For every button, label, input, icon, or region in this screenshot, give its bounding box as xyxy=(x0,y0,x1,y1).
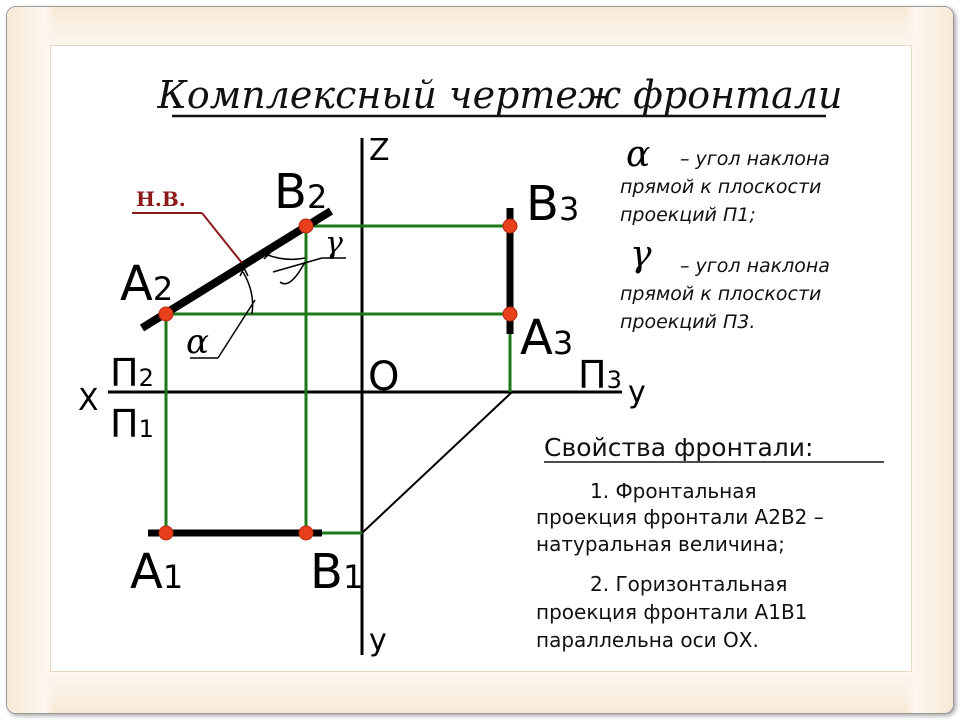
y-axis-right-label: y xyxy=(628,375,646,410)
nv-label: Н.В. xyxy=(136,187,186,211)
properties-heading: Свойства фронтали: xyxy=(544,433,814,462)
b3-label: B3 xyxy=(526,176,580,232)
z-axis-label: Z xyxy=(369,133,390,168)
legend-gamma-line-1: – угол наклона xyxy=(680,255,830,277)
legend-alpha-line-1: – угол наклона xyxy=(680,148,830,170)
plane-pi1-label: П1 xyxy=(110,402,154,446)
alpha-arc xyxy=(243,272,253,314)
property-1-line-3: натуральная величина; xyxy=(536,532,785,556)
x-axis-label: X xyxy=(78,383,99,418)
property-2-line-1: 2. Горизонтальная xyxy=(590,572,788,596)
point-b3 xyxy=(503,219,517,233)
point-b2 xyxy=(299,219,313,233)
point-a1 xyxy=(159,526,173,540)
gamma-leader xyxy=(273,258,322,272)
constant-line xyxy=(362,392,512,533)
gamma-arc xyxy=(265,254,305,259)
nv-leader xyxy=(202,213,242,263)
legend-gamma-symbol: γ xyxy=(630,234,652,275)
alpha-leader xyxy=(218,300,255,358)
b2-label: B2 xyxy=(274,164,328,220)
property-1-line-1: 1. Фронтальная xyxy=(590,479,757,503)
alpha-mark: α xyxy=(186,322,209,362)
point-b1 xyxy=(299,526,313,540)
projection-lines xyxy=(166,226,510,533)
property-2-line-2: проекция фронтали A1B1 xyxy=(536,600,808,624)
a3-label: A3 xyxy=(520,310,574,366)
legend-gamma-line-2: прямой к плоскости xyxy=(620,283,822,305)
b1-label: B1 xyxy=(310,544,364,600)
points xyxy=(159,219,517,540)
angle-arcs xyxy=(190,249,346,358)
legend-gamma-line-3: проекций П3. xyxy=(620,311,756,333)
gamma-mark: γ xyxy=(325,226,343,261)
y-axis-bottom-label: y xyxy=(369,623,387,658)
legend-alpha-line-2: прямой к плоскости xyxy=(620,176,822,198)
a1-label: A1 xyxy=(130,544,184,600)
origin-label: O xyxy=(368,354,400,400)
plane-pi3-label: П3 xyxy=(578,353,622,397)
legend-alpha-line-3: проекций П1; xyxy=(620,204,756,226)
property-2-line-3: параллельна оси ОХ. xyxy=(536,628,759,652)
page-title: Комплексный чертеж фронтали xyxy=(157,73,843,117)
property-1-line-2: проекция фронтали A2B2 – xyxy=(536,505,824,529)
point-a3 xyxy=(503,307,517,321)
gamma-arc-lower xyxy=(280,262,305,284)
point-a2 xyxy=(159,307,173,321)
legend-alpha-symbol: α xyxy=(626,134,651,175)
plane-pi2-label: П2 xyxy=(110,351,154,395)
a2-label: A2 xyxy=(120,256,174,312)
